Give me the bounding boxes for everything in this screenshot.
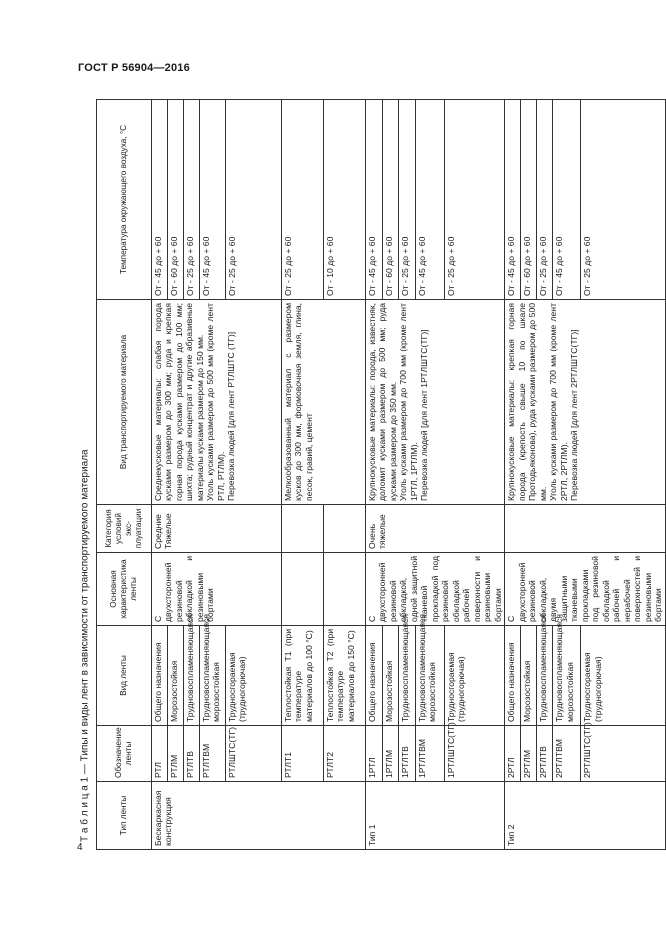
belt-kind-cell: Трудновоспламеняющаяся морозостойкая bbox=[553, 626, 581, 726]
material-text: Уголь кусками размером до 700 мм (кроме лент 2РТЛ, 2РТЛМ). bbox=[548, 303, 569, 501]
material-cell bbox=[505, 300, 665, 505]
header-cell: Основная характеристика ленты bbox=[97, 553, 152, 626]
operating-conditions-cell: Очень тяжелые bbox=[366, 505, 505, 553]
belt-characteristic-cell: С двухсторонней резиновой обкладкой, одной защитной тканевой прокладкой под резиновой обкладкой рабочей поверхности и резиновыми бортами bbox=[366, 553, 505, 626]
page-number: 4 bbox=[77, 842, 83, 853]
belt-code-cell: РТЛТ1 bbox=[282, 726, 324, 782]
material-text: Крупнокусковые материалы: крепкая горная порода (крепость свыше 10 по шкале Протодьяконова), руда кусками размером до 500 мм. bbox=[506, 303, 548, 501]
temperature-cell: От - 25 до + 60 bbox=[399, 100, 416, 300]
temperature-cell: От - 25 до + 60 bbox=[184, 100, 200, 300]
temperature-cell: От - 45 до + 60 bbox=[415, 100, 444, 300]
belt-code-cell: 2РТЛТВМ bbox=[553, 726, 581, 782]
belt-code-cell: РТЛТВМ bbox=[200, 726, 226, 782]
belt-kind-cell: Трудновоспламеняющаяся морозостойкая bbox=[200, 626, 226, 726]
table-header-row bbox=[97, 100, 152, 850]
belt-kind-cell: Морозостойкая bbox=[521, 626, 537, 726]
belt-kind-cell: Теплостойкая Т1 (при температуре материалов до 100 °С) bbox=[282, 626, 324, 726]
belt-characteristic-cell bbox=[282, 553, 324, 626]
belt-kind-cell: Трудносгораемая (трудногорючая) bbox=[226, 626, 282, 726]
belt-kind-cell: Теплостойкая Т2 (при температуре материалов до 150 °С) bbox=[324, 626, 366, 726]
belt-kind-cell: Трудновоспламеняющаяся bbox=[537, 626, 553, 726]
belt-kind-cell: Общего назначения bbox=[366, 626, 383, 726]
table-row bbox=[152, 100, 168, 850]
belt-kind-cell: Общего назначения bbox=[505, 626, 521, 726]
belt-code-cell: 1РТЛТВ bbox=[399, 726, 416, 782]
material-text: Крупнокусковые материалы: порода, известняк, доломит кусками размером до 500 мм; руда кусками размером до 350 мм. bbox=[367, 303, 398, 501]
header-cell: Температура окружающего воздуха, °С bbox=[97, 100, 152, 300]
operating-conditions-cell bbox=[282, 505, 324, 553]
belt-kind-cell: Морозостойкая bbox=[382, 626, 399, 726]
belt-characteristic-cell: С двухсторонней резиновой обкладкой, двумя защитными тканевыми прокладками под резиновой обкладкой рабочей и нерабочей поверхностей и резиновыми бортами bbox=[505, 553, 665, 626]
operating-conditions-cell bbox=[324, 505, 366, 553]
belt-type-cell: Бескаркасная конструкция bbox=[152, 782, 366, 850]
belt-code-cell: РТЛМ bbox=[168, 726, 184, 782]
table-caption: Т а б л и ц а 1 — Типы и виды лент в зависимости от транспортируемого материала bbox=[79, 449, 91, 842]
material-cell bbox=[366, 300, 505, 505]
belt-code-cell: 1РТЛТВМ bbox=[415, 726, 444, 782]
belt-characteristic-cell bbox=[324, 553, 366, 626]
belt-kind-cell: Трудносгораемая (трудногорючая) bbox=[444, 626, 504, 726]
temperature-cell: От - 45 до + 60 bbox=[553, 100, 581, 300]
material-text: Перевозка людей [для лент 1РТЛШТС(ТГ)] bbox=[419, 329, 430, 501]
temperature-cell: От - 10 до + 60 bbox=[324, 100, 366, 300]
header-cell: Вид ленты bbox=[97, 626, 152, 726]
belt-kind-cell: Морозостойкая bbox=[168, 626, 184, 726]
operating-conditions-cell bbox=[505, 505, 665, 553]
belt-kind-cell: Общего назначения bbox=[152, 626, 168, 726]
temperature-cell: От - 45 до + 60 bbox=[152, 100, 168, 300]
belt-code-cell: 2РТЛТВ bbox=[537, 726, 553, 782]
belt-code-cell: 1РТЛШТС(ТГ) bbox=[444, 726, 504, 782]
belt-code-cell: 2РТЛМ bbox=[521, 726, 537, 782]
temperature-cell: От - 25 до + 60 bbox=[444, 100, 504, 300]
header-cell: Обозначение ленты bbox=[97, 726, 152, 782]
belt-type-cell: Тип 2 bbox=[505, 782, 665, 850]
operating-conditions-cell: Средние Тяжелые bbox=[152, 505, 282, 553]
table-row bbox=[366, 100, 383, 850]
temperature-cell: От - 45 до + 60 bbox=[505, 100, 521, 300]
material-text: Среднекусковые материалы: слабая порода кусками размером до 300 мм; руда и крепкая горная порода кусками размером до 100 мм; шихта; рудный концентрат и другие абразивные материалы кусками размером до 150 мм. bbox=[153, 303, 205, 501]
rotated-table-wrapper bbox=[96, 100, 664, 850]
table-row bbox=[505, 100, 521, 850]
document-header: ГОСТ Р 56904—2016 bbox=[78, 62, 190, 74]
belt-kind-cell: Трудновоспламеняющаяся bbox=[399, 626, 416, 726]
belt-kind-cell: Трудновоспламеняющаяся bbox=[184, 626, 200, 726]
temperature-cell: От - 60 до + 60 bbox=[168, 100, 184, 300]
material-text: Перевозка людей [для лент РТЛШТС (ТГ)] bbox=[226, 331, 237, 501]
temperature-cell: От - 60 до + 60 bbox=[521, 100, 537, 300]
material-cell bbox=[152, 300, 282, 505]
header-cell: Вид транспортируемого материала bbox=[97, 300, 152, 505]
belt-kind-cell: Трудносгораемая (трудногорючая) bbox=[581, 626, 665, 726]
material-cell: Мелкообразованный материал с размером кусков до 300 мм, формовочная земля, глина, песок, гравий, цемент bbox=[282, 300, 366, 505]
belt-code-cell: 2РТЛШТС(ТГ) bbox=[581, 726, 665, 782]
material-text: Уголь кусками размером до 700 мм (кроме лент 1РТЛ, 1РТЛМ). bbox=[398, 303, 419, 501]
belt-code-cell: 1РТЛ bbox=[366, 726, 383, 782]
temperature-cell: От - 25 до + 60 bbox=[226, 100, 282, 300]
temperature-cell: От - 60 до + 60 bbox=[382, 100, 399, 300]
belt-code-cell: 2РТЛ bbox=[505, 726, 521, 782]
belt-type-cell: Тип 1 bbox=[366, 782, 505, 850]
belt-code-cell: РТЛТ2 bbox=[324, 726, 366, 782]
temperature-cell: От - 25 до + 60 bbox=[581, 100, 665, 300]
belt-code-cell: РТЛШТС(ТГ) bbox=[226, 726, 282, 782]
belt-types-table bbox=[96, 99, 666, 850]
belt-characteristic-cell: С двухсторонней резиновой обкладкой и резиновыми бортами bbox=[152, 553, 282, 626]
belt-code-cell: 1РТЛМ bbox=[382, 726, 399, 782]
header-cell: Категория условий экс-плуатации bbox=[97, 505, 152, 553]
belt-code-cell: РТЛ bbox=[152, 726, 168, 782]
temperature-cell: От - 45 до + 60 bbox=[366, 100, 383, 300]
table-row bbox=[282, 100, 324, 850]
temperature-cell: От - 45 до + 60 bbox=[200, 100, 226, 300]
material-text: Уголь кусками размером до 500 мм (кроме лент РТЛ, РТЛМ). bbox=[205, 303, 226, 501]
table-caption-container bbox=[74, 82, 96, 842]
temperature-cell: От - 25 до + 60 bbox=[537, 100, 553, 300]
temperature-cell: От - 25 до + 60 bbox=[282, 100, 324, 300]
belt-kind-cell: Трудновоспламеняющаяся морозостойкая bbox=[415, 626, 444, 726]
header-cell: Тип ленты bbox=[97, 782, 152, 850]
material-text: Перевозка людей [для лент 2РТЛШТС(ТГ)] bbox=[569, 329, 580, 501]
belt-code-cell: РТЛТВ bbox=[184, 726, 200, 782]
